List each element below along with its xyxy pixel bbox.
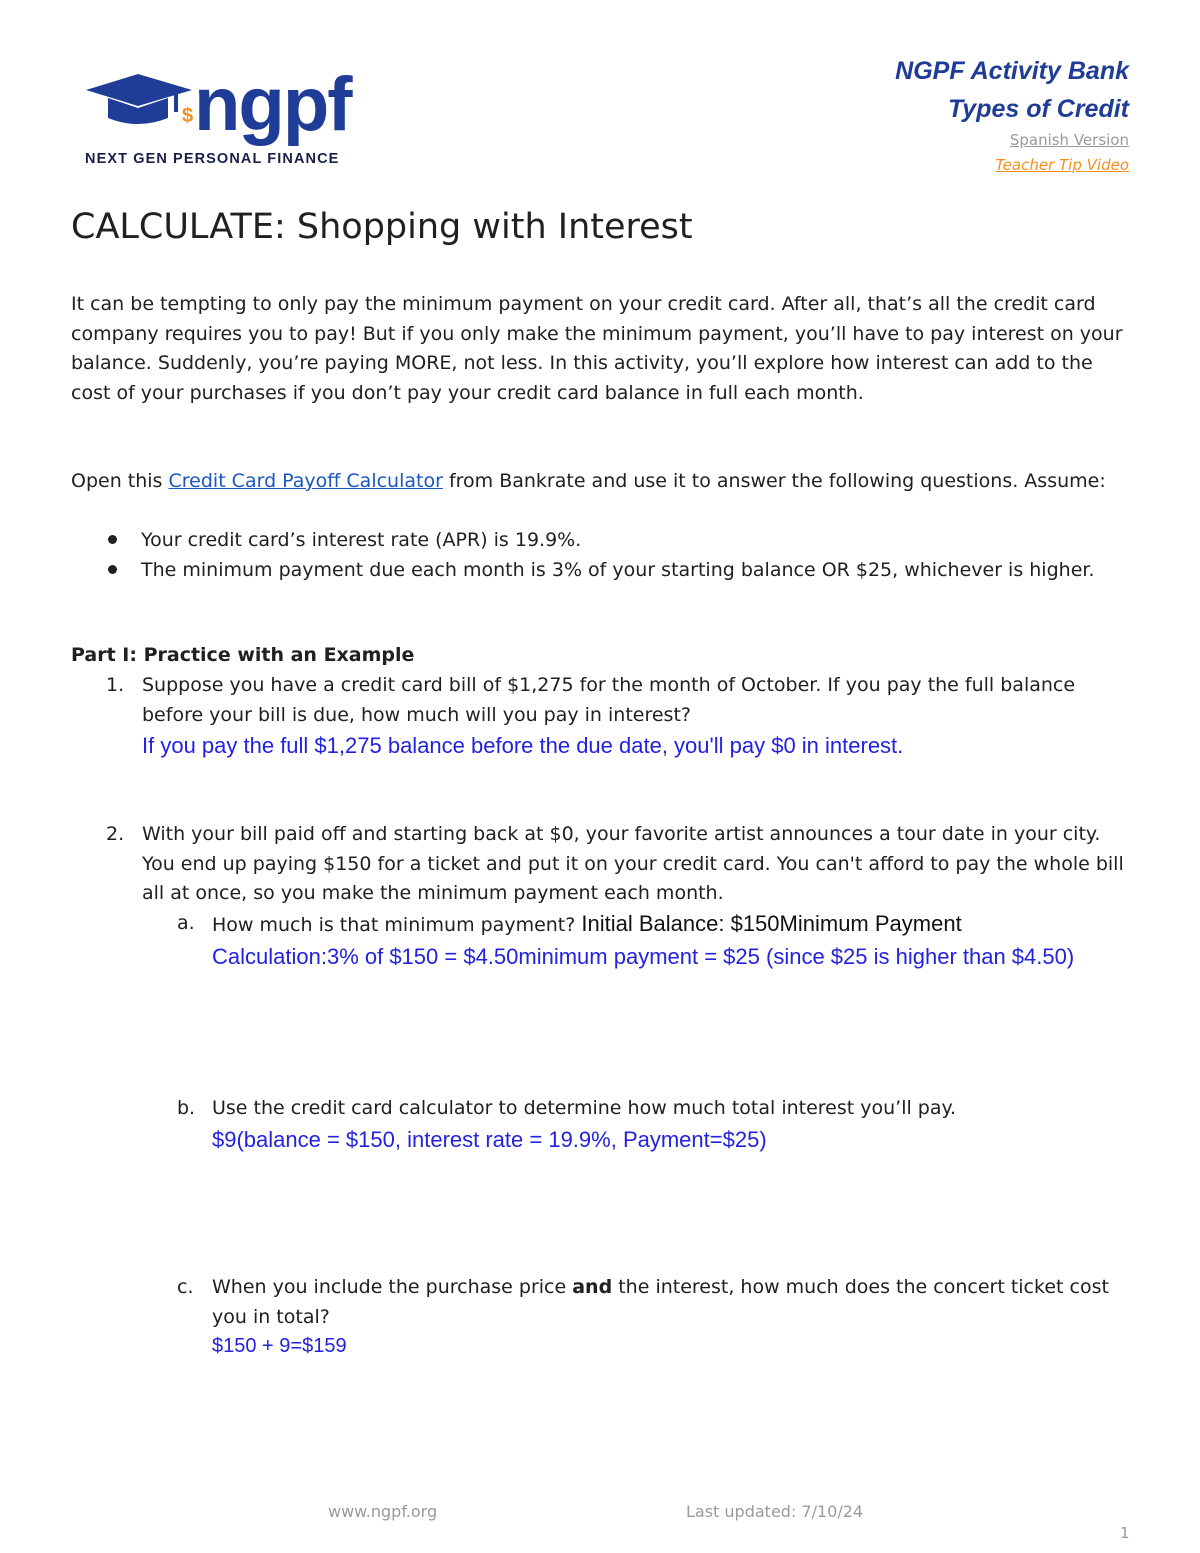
open-prefix: Open this: [71, 470, 169, 492]
assumption-apr: Your credit card’s interest rate (APR) is 19.9%.: [141, 529, 582, 551]
credit-card-calculator-link[interactable]: Credit Card Payoff Calculator: [168, 470, 443, 492]
assumption-list: [103, 526, 1133, 585]
sub-question-letter: b.: [177, 1097, 196, 1119]
question-number: 2.: [106, 823, 125, 845]
activity-bank-title: NGPF Activity Bank: [895, 57, 1129, 85]
question-1: [106, 671, 1136, 762]
question-2a: [177, 909, 1137, 973]
open-suffix: from Bankrate and use it to answer the following questions. Assume:: [442, 470, 1106, 492]
topic-title: Types of Credit: [947, 95, 1129, 123]
question-2b-text: Use the credit card calculator to determine how much total interest you’ll pay.: [212, 1097, 957, 1119]
footer-last-updated: Last updated: 7/10/24: [686, 1502, 864, 1521]
logo-tagline: NEXT GEN PERSONAL FINANCE: [85, 151, 340, 167]
header-block: [895, 52, 1129, 178]
question-2c-text: [212, 1273, 1137, 1332]
sub-question-letter: a.: [177, 912, 195, 934]
svg-text:$: $: [182, 105, 194, 127]
footer-website: www.ngpf.org: [328, 1502, 438, 1521]
sub-question-letter: c.: [177, 1276, 194, 1298]
bullet-icon: [108, 535, 117, 544]
question-2c-text-post: the interest, how much does the concert ticket cost you in total?: [212, 1276, 1109, 1328]
question-2c-text-bold: and: [572, 1276, 613, 1298]
bullet-icon: [108, 565, 117, 574]
ngpf-logo: [82, 60, 382, 170]
intro-paragraph: It can be tempting to only pay the minimum payment on your credit card. After all, that’s all the credit card company requires you to pay! But if you only make the minimum payment, you’ll have to pay interest on your balance. Suddenly, you’re paying MORE, not less. In this activity, you’ll explore how interest can add to the cost of your purchases if you don’t pay your credit card balance in full each month.: [71, 293, 1123, 404]
teacher-tip-video-link[interactable]: Teacher Tip Video: [995, 156, 1129, 174]
part1-heading: Part I: Practice with an Example: [71, 644, 415, 666]
question-1-text: Suppose you have a credit card bill of $1,275 for the month of October. If you pay the full balance before your bill is due, how much will you pay in interest?: [142, 674, 1076, 726]
question-2a-answer-label: Initial Balance: $150Minimum Payment: [581, 911, 962, 936]
question-1-answer: If you pay the full $1,275 balance before the due date, you'll pay $0 in interest.: [142, 733, 904, 758]
page-number: 1: [1120, 1524, 1130, 1542]
question-2c: [177, 1273, 1137, 1361]
graduation-cap-icon: [82, 60, 382, 150]
question-number: 1.: [106, 674, 125, 696]
spanish-version-link[interactable]: Spanish Version: [1009, 131, 1129, 149]
question-2c-answer: $150 + 9=$159: [212, 1335, 347, 1357]
question-2-text: With your bill paid off and starting back at $0, your favorite artist announces a tour date in your city. You end up paying $150 for a ticket and put it on your credit card. You can't afford to pay the whole bill all at once, so you make the minimum payment each month.: [142, 823, 1124, 904]
question-2b-answer: $9(balance = $150, interest rate = 19.9%, Payment=$25): [212, 1126, 767, 1152]
question-2a-text: How much is that minimum payment?: [212, 914, 582, 936]
question-2b: [177, 1094, 1137, 1156]
list-item: [103, 526, 1133, 556]
question-2a-answer: Calculation:3% of $150 = $4.50minimum payment = $25 (since $25 is higher than $4.50): [212, 943, 1075, 969]
question-2: [106, 820, 1136, 909]
logo-wordmark: ngpf: [194, 62, 351, 147]
assumption-min-payment: The minimum payment due each month is 3% of your starting balance OR $25, whichever is higher.: [141, 558, 1095, 581]
question-2c-text-pre: When you include the purchase price: [212, 1276, 573, 1298]
page-title: CALCULATE: Shopping with Interest: [71, 207, 693, 247]
list-item: [103, 556, 1133, 586]
calculator-instruction: [71, 467, 1131, 497]
